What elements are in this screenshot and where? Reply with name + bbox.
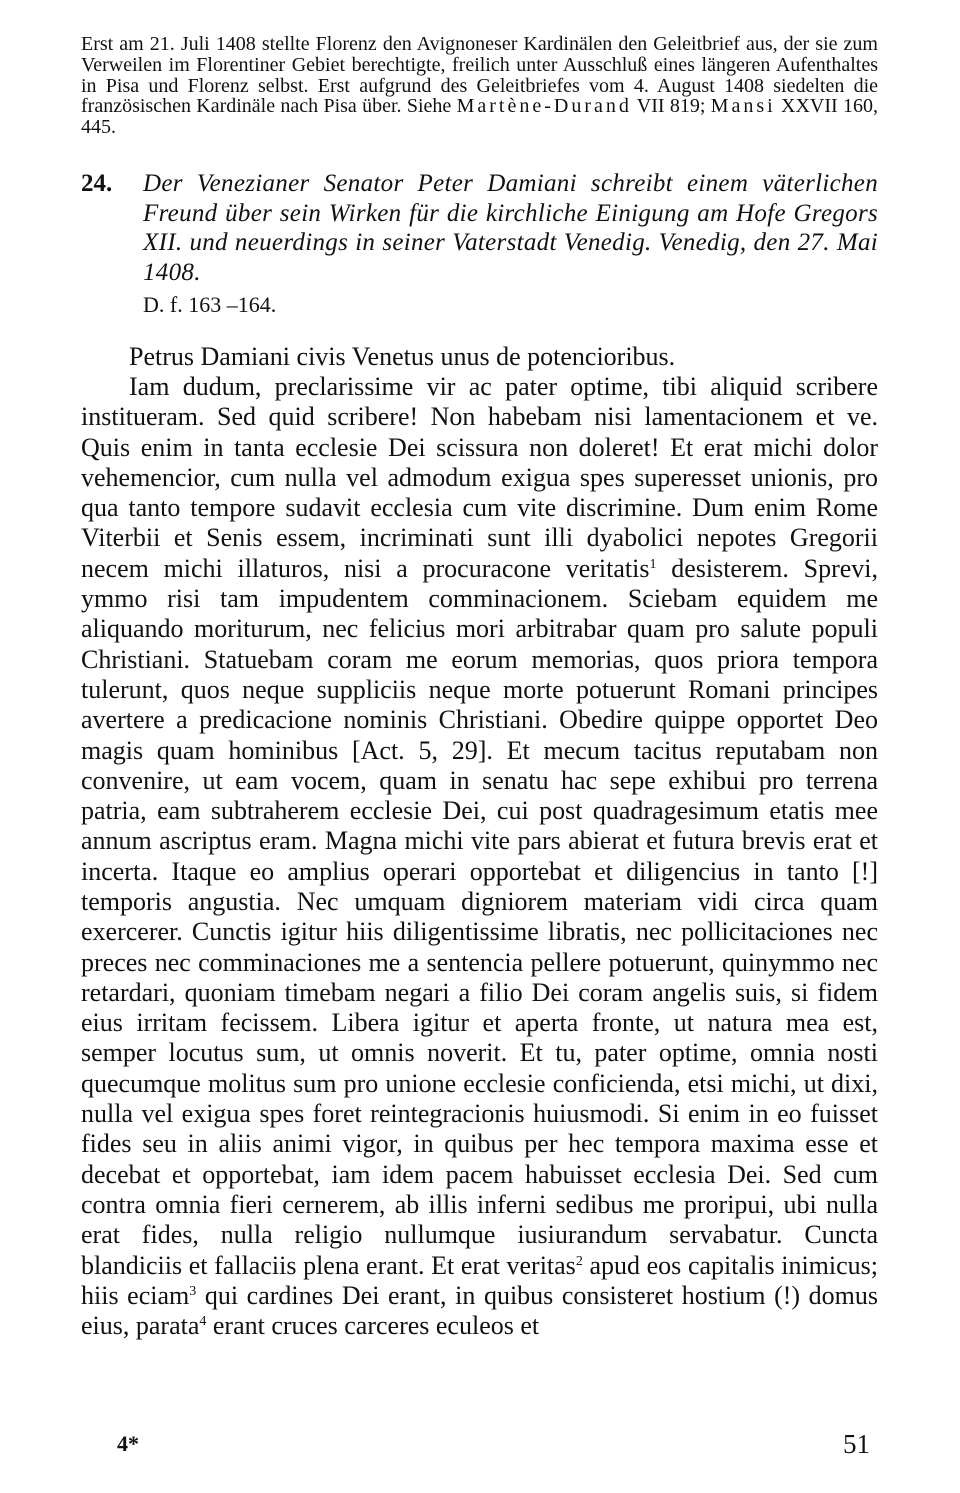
footnote-text: XXVII 160, 445. (81, 95, 878, 139)
source-reference: D. f. 163 –164. (143, 292, 277, 318)
page-number: 51 (843, 1429, 870, 1459)
footnote-marker: 1 (649, 556, 657, 572)
footnote-marker: 4 (199, 1314, 207, 1330)
document-title: Der Venezianer Senator Peter Damiani schreibt einem väterlichen Freund über sein Wirken für die kirchliche Einigung am Hofe Gregors XII. und neuerdings in seiner Vaterstadt Venedig. Venedig, den 27. Mai 1408. (143, 169, 878, 286)
body-text-segment: qui cardines Dei erant, in quibus consisteret hostium (!) domus eius, parata (81, 1280, 879, 1341)
letter-sender: Petrus Damiani civis Venetus unus de potencioribus. (129, 341, 676, 371)
body-text-segment: erant cruces carceres eculeos et (206, 1311, 540, 1341)
footnote-text: VII 819; (631, 95, 711, 118)
footnote-marker: 3 (189, 1283, 197, 1299)
letter-body (81, 372, 878, 1342)
page-content (81, 34, 878, 1341)
document-number: 24. (81, 169, 113, 197)
footnote-marker: 2 (575, 1253, 583, 1269)
footnote-text: Erst am 21. Juli 1408 stellte Florenz den Avignoneser Kardinälen den Geleitbrief aus, der sie zum Verweilen im Florentiner Gebiet berechtigte, freilich unter Ausschluß eines längeren Aufenthaltes in Pisa und Florenz selbst. Erst aufgrund des Geleitbriefes vom 4. August 1408 siedelten die französischen Kardinäle nach Pisa über. Siehe (81, 33, 878, 118)
document-heading (81, 169, 878, 320)
signature-mark: 4* (117, 1431, 139, 1456)
body-text-segment: desisterem. Sprevi, ymmo risi tam impudentem comminacionem. Sciebam equidem me aliquando moriturum, nec felicius mori arbitrabar quam pro salute populi Christiani. Statuebam coram me eorum memorias, quos priora tempora tulerunt, quos neque suppliciis neque morte potuerunt Romani principes avertere a predicacione nominis Christiani. Obedire quippe opportet Deo magis quam hominibus [Act. 5, 29]. Et mecum tacitus reputabam non convenire, ut eam vocem, quam in senatu hac sepe exhibui pro terrena patria, eam subtraherem ecclesie Dei, cui post quadragesimum etatis mee annum ascriptus eram. Magna michi vite pars abierat et futura brevis erat et incerta. Itaque eo amplius operari opportebat et diligencius in tanto [!] temporis angustia. Nec umquam digniorem materiam vidi circa quam exercerer. Cunctis igitur hiis diligentissime libratis, nec pollicitaciones nec preces nec comminaciones me a sentencia pellere potuerunt, quinymmo nec retardari, quoniam timebam negari a filio Dei coram angelis suis, si fidem eius irritam fecissem. Libera igitur et aperta fronte, ut natura mea est, semper locutus sum, ut omnis noverit. Et tu, pater optime, omnia nosti quecumque molitus sum pro unione ecclesie conficienda, etsi michi, ut dixi, nulla vel exigua spes foret reintegracionis huiusmodi. Si enim in eo fuisset fides seu in aliis animi vigor, in quibus per hec tempora maxima esse et decebat et opportebat, iam idem pacem habuisset ecclesia Dei. Sed cum contra omnia fieri cernerem, ab illis inferni sedibus me proripui, ubi nulla erat fides, nulla religio nullumque iusiurandum servabatur. Cuncta blandiciis et fallaciis plena erant. Et erat veritas (81, 553, 878, 1280)
body-text-segment: Iam dudum, preclarissime vir ac pater optime, tibi aliquid scribere institueram. Sed quid scribere! Non habebam nisi lamentacionem et ve. Quis enim in tanta ecclesie Dei scissura non doleret! Et erat michi dolor vehemencior, cum nulla vel admodum exigua spes superesset unionis, pro qua tanto tempore sudavit ecclesia cum vite discrimine. Dum enim Rome Viterbii et Senis essem, incriminati sunt illi dyabolici nepotes Gregorii necem michi illaturos, nisi a procuracone veritatis (81, 371, 878, 583)
footnote-continuation (81, 34, 878, 138)
spaced-author-name: Martène-Durand (456, 95, 632, 118)
page-footer (0, 1429, 960, 1459)
spaced-author-name: Mansi (710, 95, 776, 118)
body-text-segment: apud eos capitalis inimicus; hiis eciam (81, 1250, 878, 1310)
